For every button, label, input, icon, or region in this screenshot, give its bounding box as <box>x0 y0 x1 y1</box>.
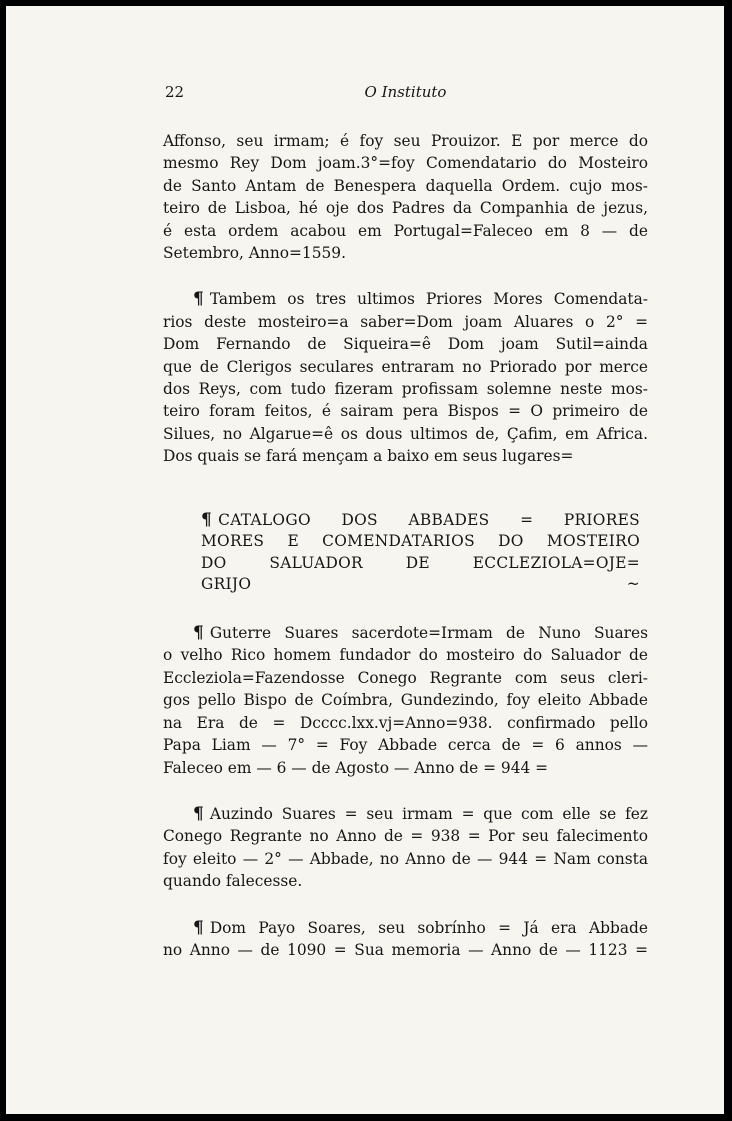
text-line: é esta ordem acabou em Portugal=Faleceo em 8 — de <box>163 221 648 240</box>
text-line: o velho Rico homem fundador do mosteiro do Saluador de <box>163 646 648 665</box>
running-title: O Instituto <box>364 83 447 101</box>
text-line: Eccleziola=Fazendosse Conego Regrante com seus cleri- <box>163 668 648 687</box>
page-header <box>163 83 648 107</box>
paragraph-affonso <box>163 130 648 264</box>
text-line: que de Clerigos seculares entraram no Priorado por merce <box>163 357 648 376</box>
text-line: no Anno — de 1090 = Sua memoria — Anno de — 1123 = <box>163 940 648 959</box>
paragraph-payo <box>163 917 648 962</box>
page-number: 22 <box>165 83 185 101</box>
text-line: na Era de = Dcccc.lxx.vj=Anno=938. confirmado pello <box>163 713 648 732</box>
body-text <box>163 130 648 985</box>
text-line: Silues, no Algarue=ê os dous ultimos de, Çafim, em Africa. <box>163 424 648 443</box>
text-line: rios deste mosteiro=a saber=Dom joam Aluares o 2° = <box>163 312 648 331</box>
text-line: mesmo Rey Dom joam.3°=foy Comendatario do Mosteiro <box>163 154 648 173</box>
text-line: Dos quais se fará mençam a baixo em seus lugares= <box>163 447 574 466</box>
text-line: dos Reys, com tudo fizeram profissam solemne neste mos- <box>163 380 648 399</box>
text-line: Affonso, seu irmam; é foy seu Prouizor. E por merce do <box>163 132 648 150</box>
heading-line: MORES E COMENDATARIOS DO MOSTEIRO <box>201 532 640 551</box>
text-line: teiro de Lisboa, hé oje dos Padres da Companhia de jezus, <box>163 199 648 218</box>
paragraph-auzindo <box>163 803 648 893</box>
text-line: foy eleito — 2° — Abbade, no Anno de — 944 = Nam consta <box>163 849 648 868</box>
heading-line: DO SALUADOR DE ECCLEZIOLA=OJE= <box>201 553 640 572</box>
text-line: Conego Regrante no Anno de = 938 = Por seu falecimento <box>163 827 648 846</box>
text-line: ¶ Dom Payo Soares, seu sobrínho = Já era Abbade <box>193 917 648 938</box>
paragraph-priores <box>163 288 648 467</box>
text-line: Faleceo em — 6 — de Agosto — Anno de = 944 = <box>163 758 549 777</box>
pilcrow-mark: ¶ <box>193 803 204 824</box>
pilcrow-mark: ¶ <box>193 289 204 310</box>
pilcrow-mark: ¶ <box>193 917 204 938</box>
heading-line: ¶ CATALOGO DOS ABBADES = PRIORES <box>201 509 640 530</box>
paragraph-guterre <box>163 622 648 779</box>
catalog-heading <box>163 510 648 596</box>
text-line: de Santo Antam de Benespera daquella Ordem. cujo mos- <box>163 176 648 195</box>
text-line: Dom Fernando de Siqueira=ê Dom joam Sutil=ainda <box>163 335 648 354</box>
text-line: gos pello Bispo de Coímbra, Gundezindo, foy eleito Abbade <box>163 691 648 710</box>
text-line: ¶ Auzindo Suares = seu irmam = que com elle se fez <box>193 803 648 824</box>
text-line: Setembro, Anno=1559. <box>163 244 346 263</box>
document-page <box>6 6 724 1114</box>
text-line: ¶ Tambem os tres ultimos Priores Mores Comendata- <box>193 289 648 310</box>
text-line: ¶ Guterre Suares sacerdote=Irmam de Nuno Suares <box>193 623 648 644</box>
text-line: Papa Liam — 7° = Foy Abbade cerca de = 6 annos — <box>163 736 648 755</box>
pilcrow-mark: ¶ <box>193 623 204 644</box>
text-line: quando falecesse. <box>163 872 303 891</box>
pilcrow-mark: ¶ <box>201 509 213 530</box>
text-line: teiro foram feitos, é sairam pera Bispos = O primeiro de <box>163 402 648 421</box>
heading-line: GRIJO ~ <box>201 575 640 594</box>
